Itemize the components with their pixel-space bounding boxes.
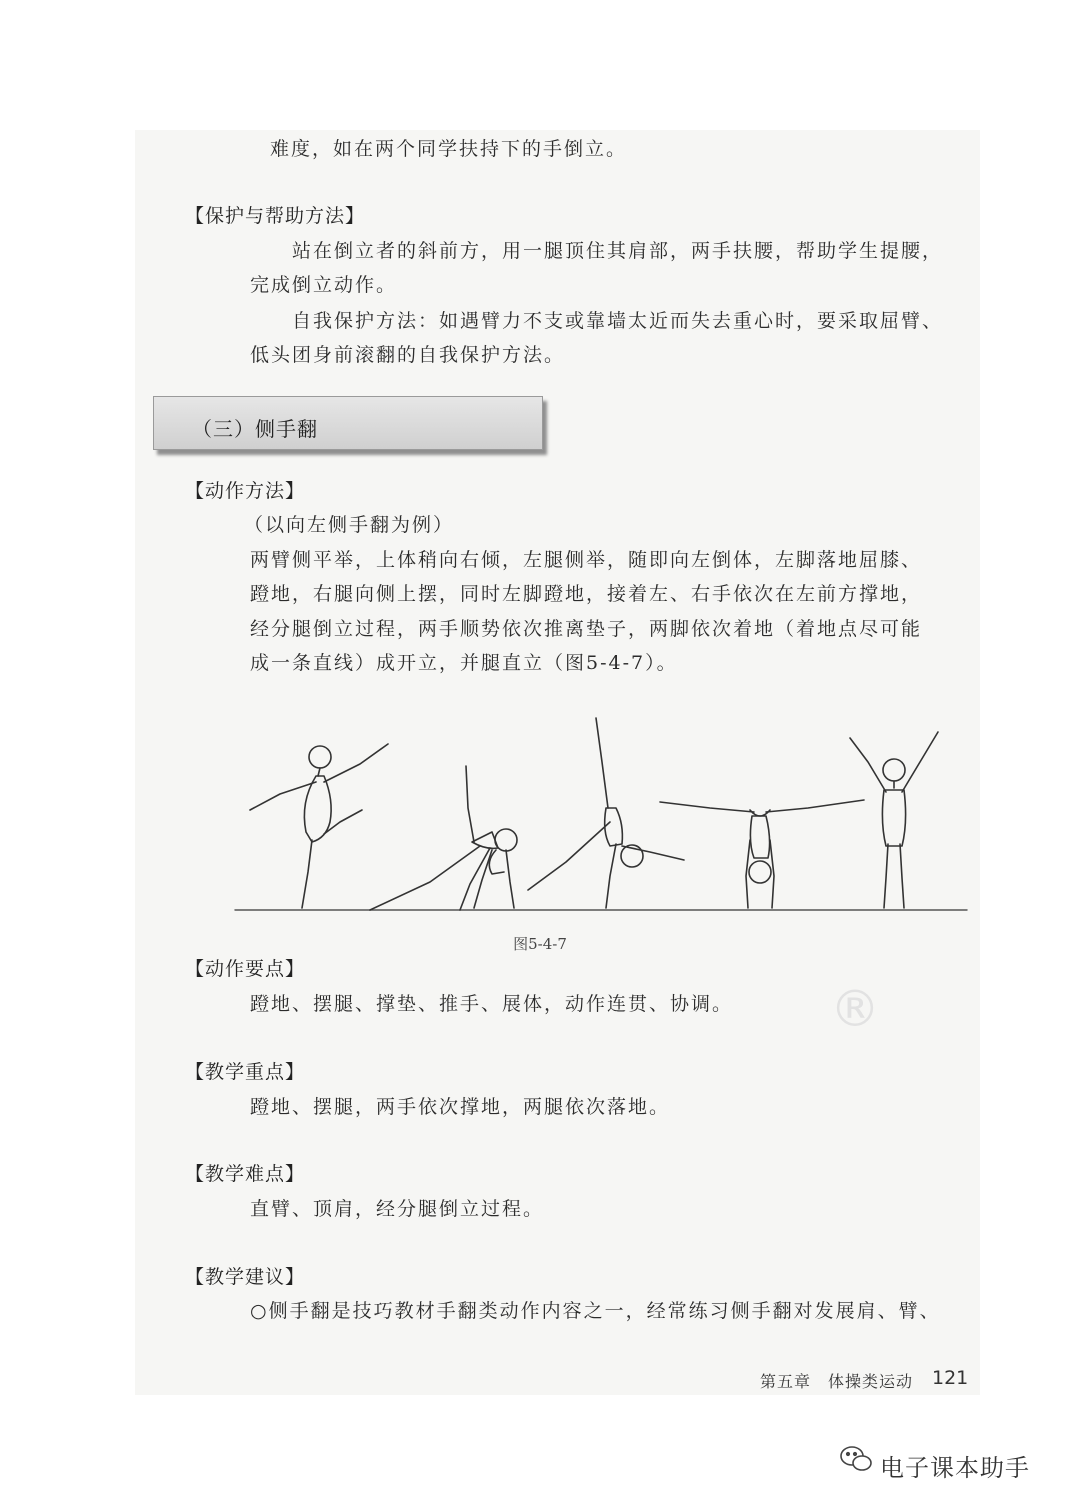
page-number: 121 [932,1367,969,1389]
text-line: 自我保护方法：如遇臂力不支或靠墙太近而失去重心时，要采取屈臂、 [292,310,944,332]
cartwheel-figure [230,712,970,922]
section-title: （三）侧手翻 [192,417,318,441]
wechat-logo-icon [838,1444,874,1474]
text-line: 经分腿倒立过程，两手顺势依次推离垫子，两脚依次着地（着地点尽可能 [250,618,923,640]
heading-advice: 【教学建议】 [185,1266,306,1288]
figure-stance [250,744,388,908]
heading-method: 【动作方法】 [185,480,306,502]
text-line: 站在倒立者的斜前方，用一腿顶住其肩部，两手扶腰，帮助学生提腰， [292,240,944,262]
text-line: 蹬地，右腿向侧上摆，同时左脚蹬地，接着左、右手依次在左前方撑地， [250,583,923,605]
section-banner [153,396,543,450]
text-line: 直臂、顶肩，经分腿倒立过程。 [250,1198,545,1220]
figure-split-handstand [660,800,864,908]
heading-keypoints: 【动作要点】 [185,958,306,980]
registered-mark: ® [830,980,880,1038]
watermark-text: 电子课本助手 [880,1454,1030,1482]
text-line: 完成倒立动作。 [250,274,398,296]
heading-focus: 【教学重点】 [185,1061,306,1083]
figure-standing [850,732,938,908]
figure-caption: 图5-4-7 [513,935,567,953]
text-line: ○侧手翻是技巧教材手翻类动作内容之一，经常练习侧手翻对发展肩、臂、 [250,1300,941,1322]
text-line: （以向左侧手翻为例） [244,514,455,536]
text-line: 成一条直线）成开立，并腿直立（图5-4-7）。 [250,652,678,674]
heading-protection: 【保护与帮助方法】 [185,205,366,227]
figure-lean [370,766,517,910]
heading-difficulty: 【教学难点】 [185,1163,306,1185]
text-line: 低头团身前滚翻的自我保护方法。 [250,344,566,366]
text-line: 难度，如在两个同学扶持下的手倒立。 [270,138,628,160]
text-line: 蹬地、摆腿，两手依次撑地，两腿依次落地。 [250,1096,671,1118]
text-line: 蹬地、摆腿、撑垫、推手、展体，动作连贯、协调。 [250,993,734,1015]
footer-chapter: 第五章 体操类运动 [760,1372,914,1391]
text-line: 两臂侧平举，上体稍向右倾，左腿侧举，随即向左倒体，左脚落地屈膝、 [250,549,923,571]
figure-handspring [528,718,684,908]
